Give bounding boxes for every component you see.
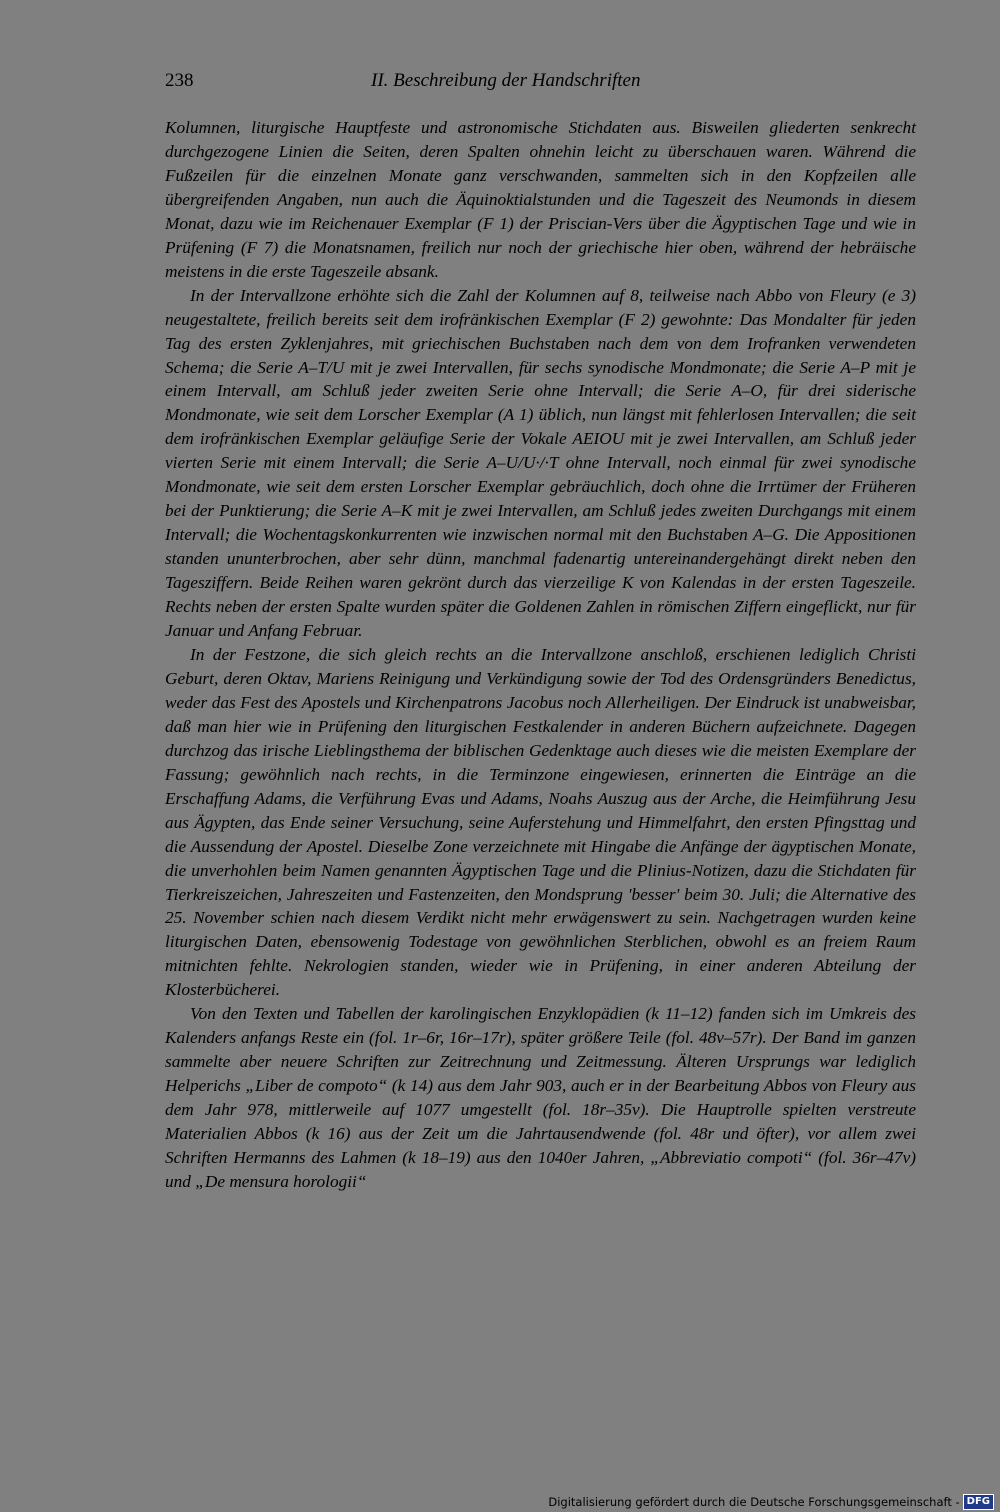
dfg-logo-icon[interactable]: DFG <box>963 1494 994 1510</box>
page-header <box>165 70 916 100</box>
paragraph-3: In der Festzone, die sich gleich rechts an die Intervallzone anschloß, erschienen lediglich Christi Geburt, deren Oktav, Mariens Reinigung und Verkündigung sowie der Tod des Ordensgründers Benedictus, weder das Fest des Apostels und Kirchenpatrons Jacobus noch Allerheiligen. Der Eindruck ist unabweisbar, daß man hier wie in Prüfening den liturgischen Festkalender in anderen Büchern aufzeichnete. Dagegen durchzog das irische Lieblingsthema der biblischen Gedenktage auch dieses wie die meisten Exemplare der Fassung; gewöhnlich nach rechts, in die Terminzone eingewiesen, erinnerten die Einträge an die Erschaffung Adams, die Verführung Evas und Adams, Noahs Auszug aus der Arche, die Heimführung Jesu aus Ägypten, das Ende seiner Versuchung, seine Auferstehung und Himmelfahrt, den ersten Pfingsttag und die Aussendung der Apostel. Dieselbe Zone verzeichnete mit Hingabe die Anfänge der ägyptischen Monate, die unverhohlen beim Namen genannten Ägyptischen Tage und die Plinius-Notizen, dazu die Stichdaten für Tierkreiszeichen, Jahreszeiten und Fastenzeiten, den Mondsprung 'besser' beim 30. Juli; die Alternative des 25. November schien nach diesem Verdikt nicht mehr erwägenswert zu sein. Nachgetragen wurden keine liturgischen Daten, ebensowenig Todestage von gewöhnlichen Sterblichen, obwohl es an freiem Raum mitnichten fehlte. Nekrologien standen, wieder wie in Prüfening, in einer anderen Abteilung der Klosterbücherei. <box>165 644 916 1000</box>
paragraph-2: In der Intervallzone erhöhte sich die Zahl der Kolumnen auf 8, teilweise nach Abbo von Fleury (e 3) neugestaltete, freilich bereits seit dem irofränkischen Exemplar (F 2) gewohnte: Das Mondalter für jeden Tag des ersten Zyklenjahres, mit griechischen Buchstaben nach dem von dem Irofranken verwendeten Schema; die Serie A–T/U mit je zwei Intervallen, für sechs synodische Mondmonate; die Serie A–P mit je einem Intervall, am Schluß jeder zweiten Serie ohne Intervall; die Serie A–O, für drei siderische Mondmonate, wie seit dem Lorscher Exemplar (A 1) üblich, nun längst mit fehlerlosen Intervallen; die seit dem irofränkischen Exemplar geläufige Serie der Vokale AEIOU mit je zwei Intervallen, am Schluß jeder vierten Serie mit einem Intervall; die Serie A–U/U·/·T ohne Intervall, noch einmal für zwei synodische Mondmonate, wie seit dem ersten Lorscher Exemplar gebräuchlich, doch ohne die Irrtümer der Früheren bei der Punktierung; die Serie A–K mit je zwei Intervallen, am Schluß jedes zweiten Durchgangs mit einem Intervall; die Wochentagskonkurrenten wie inzwischen normal mit den Buchstaben A–G. Die Appositionen standen ununterbrochen, aber sehr dünn, manchmal fadenartig untereinandergehängt direkt neben den Tagesziffern. Beide Reihen waren gekrönt durch das vierzeilige K von Kalendas in der ersten Tageszeile. Rechts neben der ersten Spalte wurden später die Goldenen Zahlen in römischen Ziffern eingeflickt, nur für Januar und Anfang Februar. <box>165 285 916 641</box>
body-text <box>165 116 916 1194</box>
footer-credit-text: Digitalisierung gefördert durch die Deutsche Forschungsgemeinschaft - <box>548 1495 960 1509</box>
digitization-footer <box>548 1494 994 1510</box>
paragraph-1: Kolumnen, liturgische Hauptfeste und astronomische Stichdaten aus. Bisweilen gliederten senkrecht durchgezogene Linien die Seiten, deren Spalten ohnehin leicht zu überschauen waren. Während die Fußzeilen für die einzelnen Monate ganz verschwanden, sammelten sich in den Kopfzeilen alle übergreifenden Angaben, nun auch die Äquinoktialstunden und die Tageszeit des Neumonds in diesem Monat, dazu wie im Reichenauer Exemplar (F 1) der Priscian-Vers über die Ägyptischen Tage und wie in Prüfening (F 7) die Monatsnamen, freilich nur noch der griechische hier oben, während der hebräische meistens in die erste Tageszeile absank. <box>165 118 916 281</box>
paragraph-4: Von den Texten und Tabellen der karolingischen Enzyklopädien (k 11–12) fanden sich im Umkreis des Kalenders anfangs Reste ein (fol. 1r–6r, 16r–17r), später größere Teile (fol. 48v–57r). Der Band im ganzen sammelte aber neuere Schriften zur Zeitrechnung und Zeitmessung. Älteren Ursprungs war lediglich Helperichs „Liber de compoto“ (k 14) aus dem Jahr 903, auch er in der Bearbeitung Abbos von Fleury aus dem Jahr 978, mittlerweile auf 1077 umgestellt (fol. 18r–35v). Die Hauptrolle spielten verstreute Materialien Abbos (k 16) aus der Zeit um die Jahrtausendwende (fol. 48r und öfter), vor allem zwei Schriften Hermanns des Lahmen (k 18–19) aus den 1040er Jahren, „Abbreviatio compoti“ (fol. 36r–47v) und „De mensura horologii“ <box>165 1004 916 1191</box>
running-title: II. Beschreibung der Handschriften <box>371 70 641 91</box>
page-number: 238 <box>165 70 194 91</box>
